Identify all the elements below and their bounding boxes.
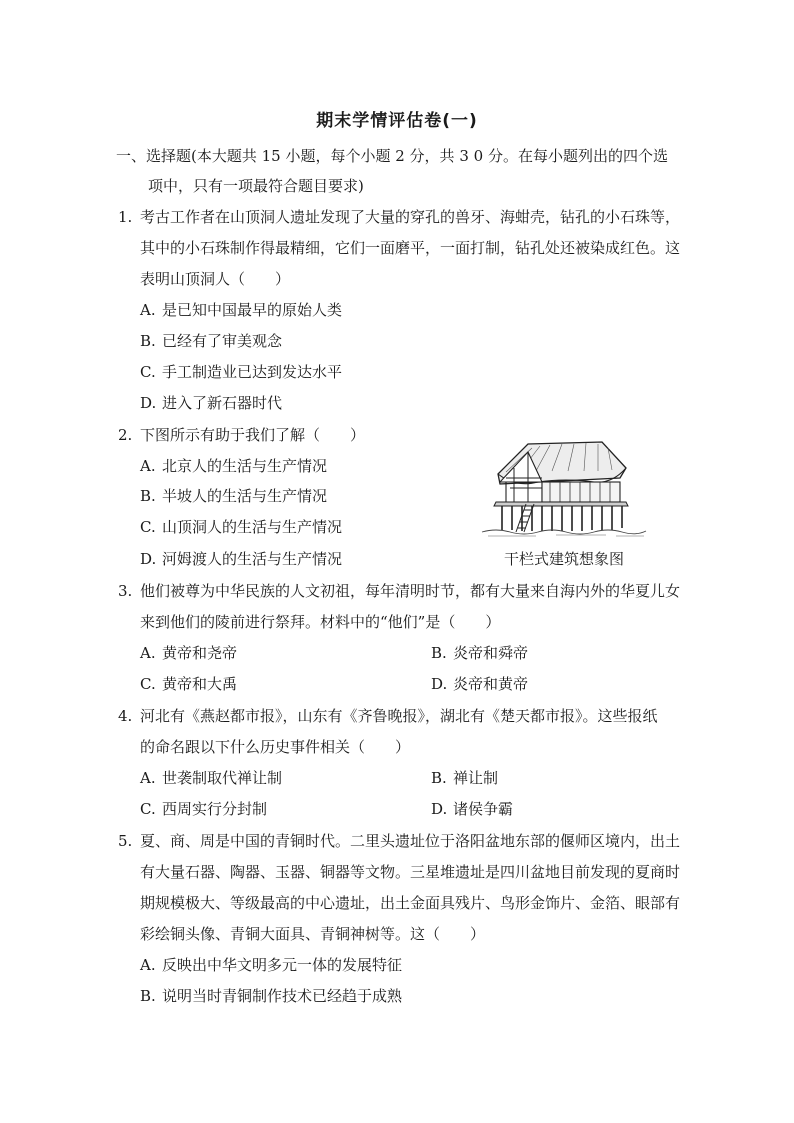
option-label: B. (431, 769, 447, 787)
option-text: 世袭制取代禅让制 (162, 769, 283, 787)
question-text-line: 他们被尊为中华民族的人文初祖，每年清明时节，都有大量来自海内外的华夏儿女 (140, 582, 681, 600)
question-text-line: 的命名跟以下什么历史事件相关（ ） (140, 738, 411, 756)
question-text-line: 下图所示有助于我们了解（ ） (140, 426, 366, 444)
option-a (140, 300, 342, 320)
option-text: 黄帝和大禹 (162, 675, 238, 693)
option-text: 已经有了审美观念 (162, 332, 283, 350)
option-text: 炎帝和舜帝 (453, 644, 529, 662)
figure-caption: 干栏式建筑想象图 (503, 550, 624, 568)
option-label: A. (140, 769, 156, 787)
option-label: C. (140, 518, 156, 536)
option-text: 黄帝和尧帝 (162, 644, 238, 662)
option-c (140, 362, 342, 382)
option-b (140, 986, 402, 1006)
option-text: 反映出中华文明多元一体的发展特征 (162, 956, 403, 974)
option-label: B. (431, 644, 447, 662)
option-label: B. (140, 987, 156, 1005)
option-label: D. (431, 800, 448, 818)
question-number: 3. (118, 582, 133, 600)
option-label: C. (140, 675, 156, 693)
question-text-line: 彩绘铜头像、青铜大面具、青铜神树等。这（ ） (140, 925, 486, 943)
option-d (431, 799, 513, 819)
option-c (140, 799, 267, 819)
option-text: 诸侯争霸 (453, 800, 514, 818)
option-d (140, 549, 342, 569)
option-b (431, 643, 528, 663)
question-text-line: 河北有《燕赵都市报》，山东有《齐鲁晚报》，湖北有《楚天都市报》。这些报纸 (140, 707, 658, 725)
option-b (140, 331, 282, 351)
question-text-line: 有大量石器、陶器、玉器、铜器等文物。三星堆遗址是四川盆地目前发现的夏商时 (140, 863, 681, 881)
option-a (140, 768, 282, 788)
option-text: 进入了新石器时代 (162, 394, 283, 412)
option-text: 山顶洞人的生活与生产情况 (162, 518, 343, 536)
option-text: 西周实行分封制 (162, 800, 268, 818)
option-text: 北京人的生活与生产情况 (162, 457, 328, 475)
question-number: 5. (118, 832, 133, 850)
question-text-line: 夏、商、周是中国的青铜时代。二里头遗址位于洛阳盆地东部的偃师区境内，出土 (140, 832, 681, 850)
question-text-line: 期规模极大、等级最高的中心遗址，出土金面具残片、鸟形金饰片、金箔、眼部有 (140, 894, 681, 912)
section-instruction-line-2: 项中，只有一项最符合题目要求) (148, 177, 364, 195)
option-label: A. (140, 457, 156, 475)
option-label: A. (140, 644, 156, 662)
option-text: 禅让制 (453, 769, 499, 787)
question-text-line: 其中的小石珠制作得最精细，它们一面磨平，一面打制，钻孔处还被染成红色。这 (140, 239, 681, 257)
option-label: A. (140, 301, 156, 319)
question-text-line: 表明山顶洞人（ ） (140, 270, 291, 288)
option-d (431, 674, 528, 694)
option-text: 手工制造业已达到发达水平 (162, 363, 343, 381)
question-text-line: 来到他们的陵前进行祭拜。材料中的“他们”是（ ） (140, 613, 501, 631)
option-label: C. (140, 363, 156, 381)
option-c (140, 517, 342, 537)
option-a (140, 456, 327, 476)
option-b (431, 768, 498, 788)
option-text: 河姆渡人的生活与生产情况 (162, 550, 343, 568)
question-number: 4. (118, 707, 133, 725)
option-text: 说明当时青铜制作技术已经趋于成熟 (162, 987, 403, 1005)
option-c (140, 674, 237, 694)
page-title: 期末学情评估卷(一) (316, 111, 478, 131)
option-d (140, 393, 282, 413)
question-number: 2. (118, 426, 133, 444)
option-text: 炎帝和黄帝 (453, 675, 529, 693)
option-b (140, 486, 327, 506)
option-label: D. (140, 550, 157, 568)
option-text: 半坡人的生活与生产情况 (162, 487, 328, 505)
option-label: D. (431, 675, 448, 693)
question-number: 1. (118, 208, 133, 226)
option-a (140, 955, 402, 975)
section-instruction-line-1: 一、选择题(本大题共 15 小题，每个小题 2 分，共 3 0 分。在每小题列出的四个选 (116, 147, 668, 165)
option-label: A. (140, 956, 156, 974)
option-label: B. (140, 487, 156, 505)
option-a (140, 643, 237, 663)
stilt-house-illustration (476, 438, 652, 538)
option-label: B. (140, 332, 156, 350)
option-label: D. (140, 394, 157, 412)
option-label: C. (140, 800, 156, 818)
option-text: 是已知中国最早的原始人类 (162, 301, 343, 319)
question-text-line: 考古工作者在山顶洞人遗址发现了大量的穿孔的兽牙、海蚶壳，钻孔的小石珠等， (140, 208, 681, 226)
